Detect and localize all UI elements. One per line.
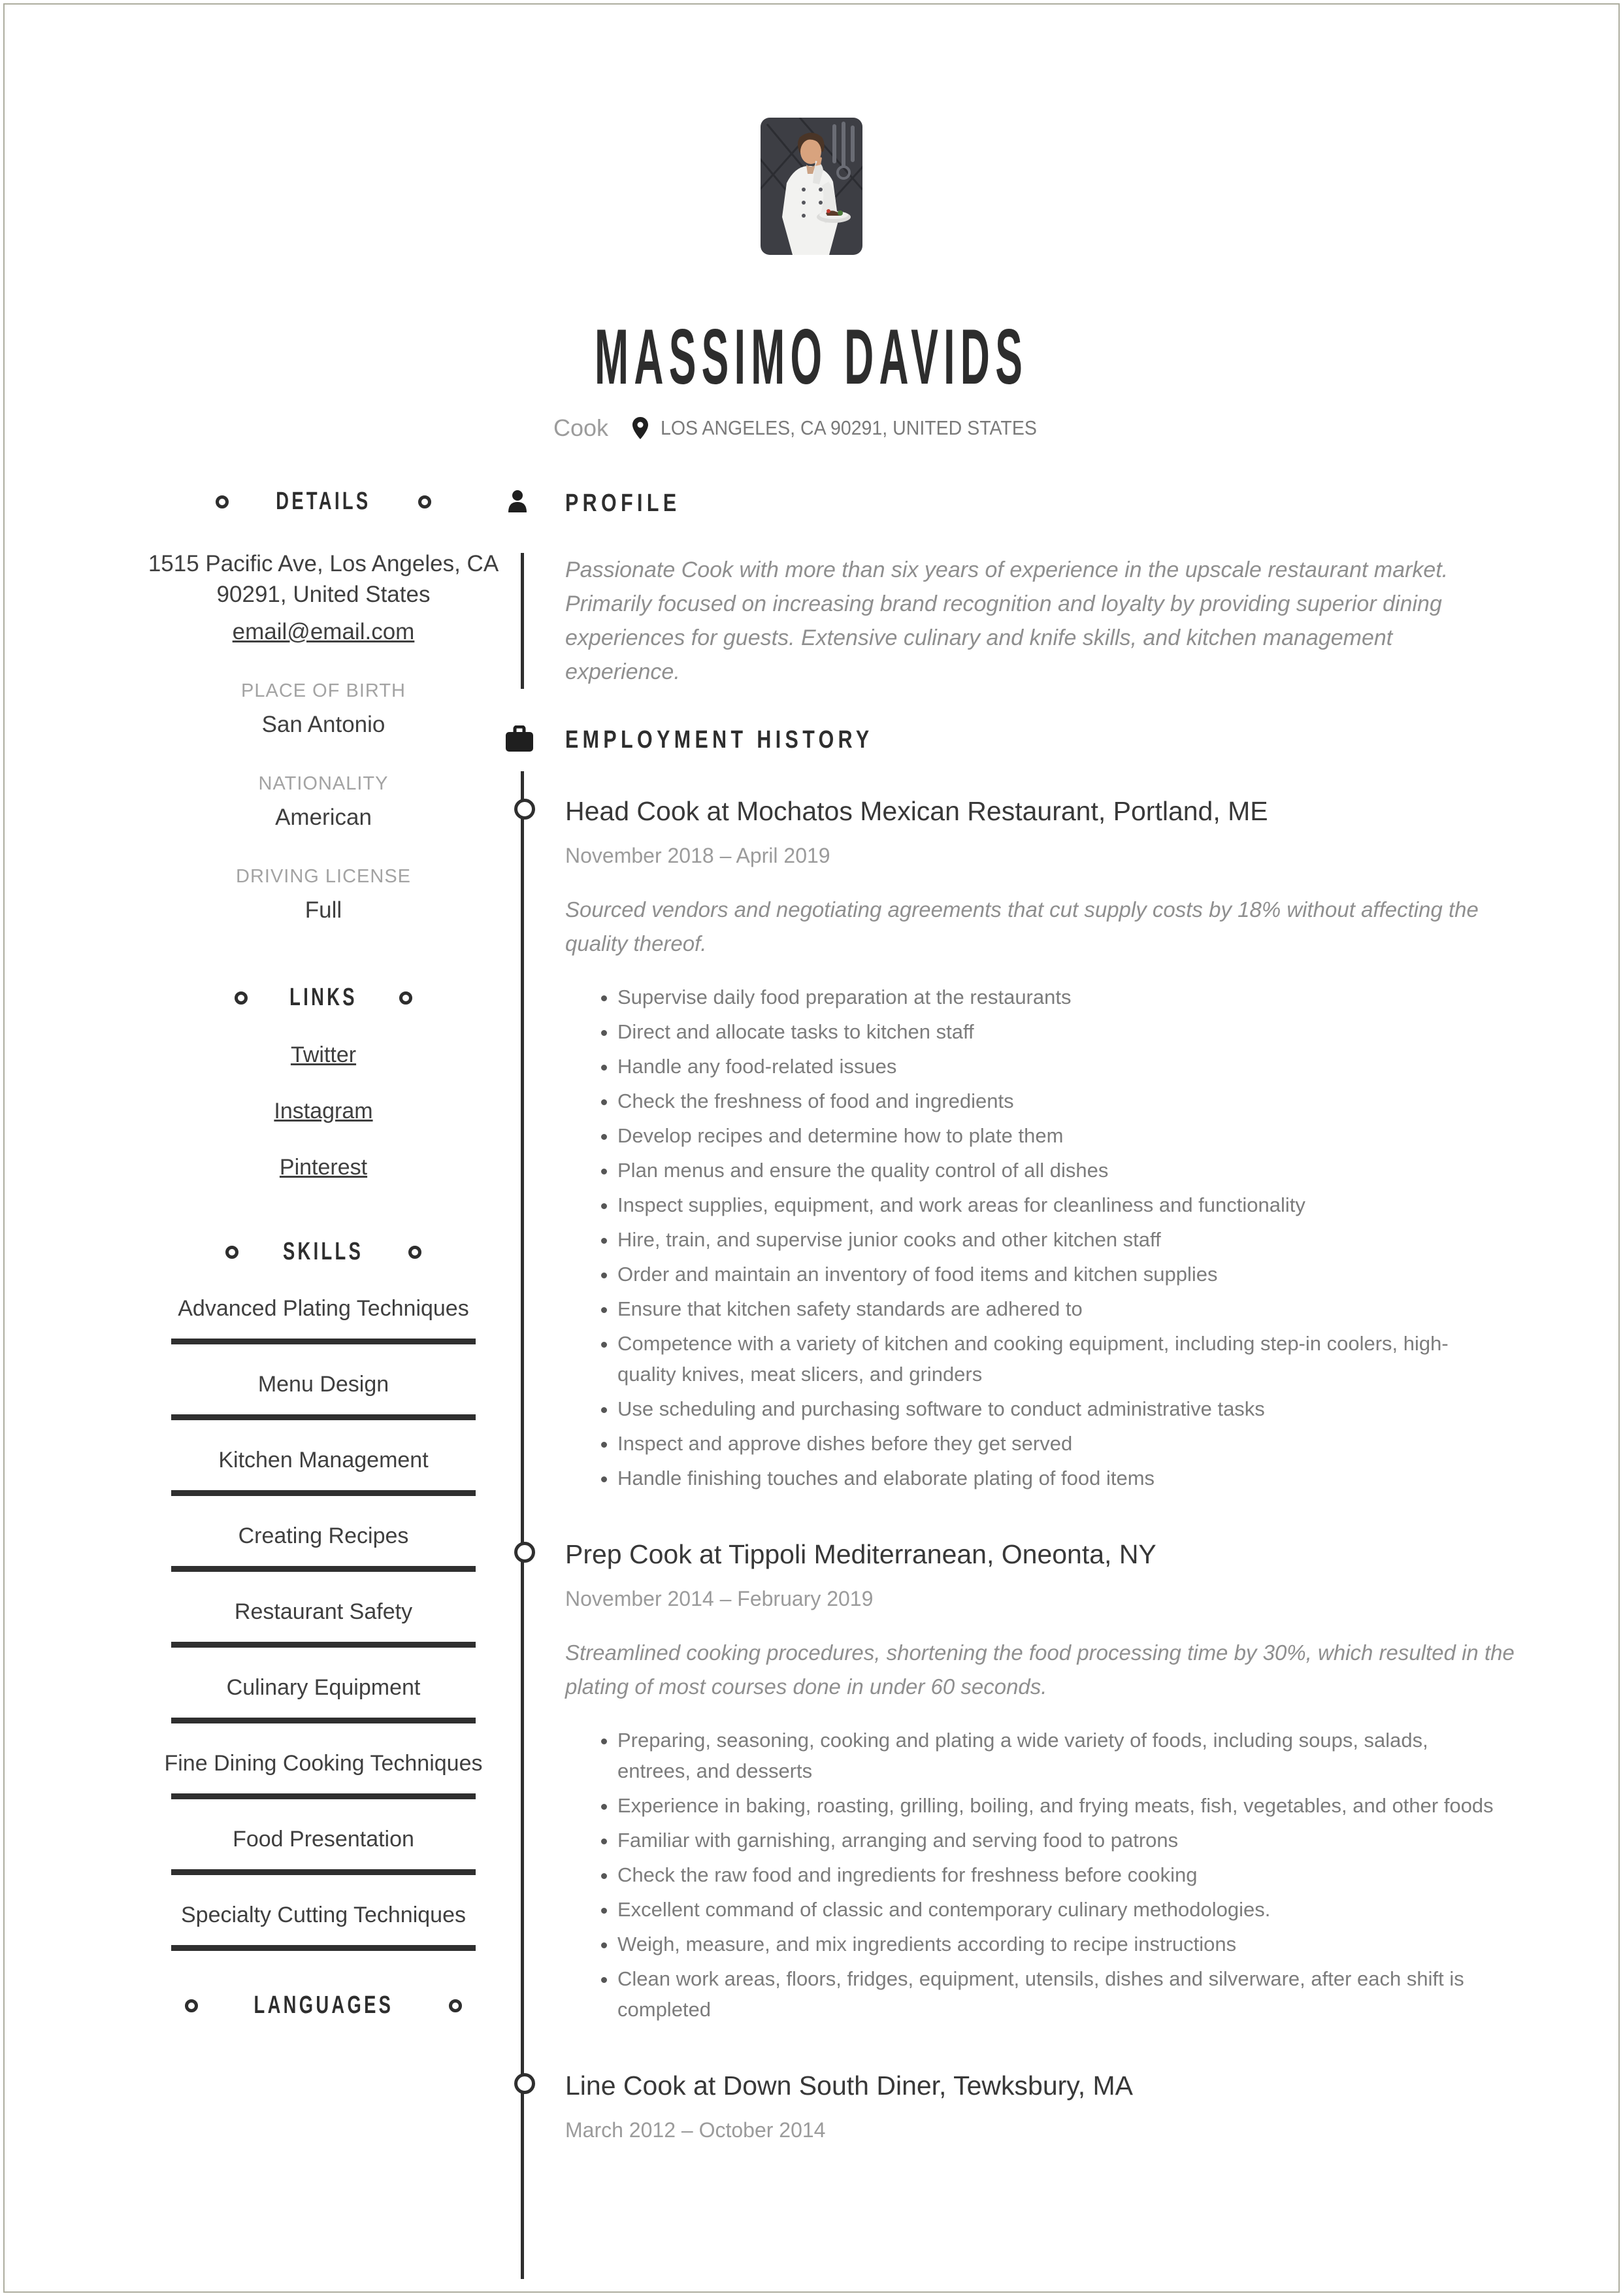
details-section-header <box>147 488 500 516</box>
skill-level-bar <box>171 1339 476 1344</box>
languages-section <box>147 1991 500 2020</box>
skill-label: Kitchen Management <box>218 1448 429 1472</box>
details-title: DETAILS <box>276 488 371 515</box>
ring-icon <box>225 1246 238 1259</box>
ring-icon <box>235 991 248 1005</box>
detail-field-value: Full <box>304 897 342 923</box>
languages-title: LANGUAGES <box>254 1991 393 2019</box>
skill-item <box>147 1448 500 1496</box>
ring-icon <box>418 495 431 508</box>
links-section <box>147 984 500 1180</box>
links-section-header <box>147 984 500 1012</box>
ring-icon <box>449 1999 462 2012</box>
ring-icon <box>399 991 412 1005</box>
job-duty-item: • Use scheduling and purchasing software to conduct administrative tasks <box>617 1393 1506 1424</box>
briefcase-icon <box>505 725 534 756</box>
skill-level-bar <box>171 1869 476 1875</box>
job-duty-item: • Supervise daily food preparation at the restaurants <box>617 982 1506 1012</box>
detail-field-label: DRIVING LICENSE <box>236 866 411 887</box>
skill-level-bar <box>171 1718 476 1723</box>
skill-item <box>147 1675 500 1723</box>
links-title: LINKS <box>289 984 357 1011</box>
skill-item <box>147 1372 500 1420</box>
address-line2: 90291, United States <box>216 582 431 607</box>
job-duty-item: • Ensure that kitchen safety standards are adhered to <box>617 1293 1506 1324</box>
skill-level-bar <box>171 1642 476 1648</box>
skills-section-header <box>147 1238 500 1266</box>
social-link-instagram[interactable]: Instagram <box>274 1099 373 1123</box>
job-entry <box>565 1539 1561 2025</box>
profile-title: PROFILE <box>565 489 681 517</box>
job-duty-item: • Familiar with garnishing, arranging and serving food to patrons <box>617 1825 1506 1855</box>
profile-summary: Passionate Cook with more than six years of experience in the upscale restaurant market. Primarily focused on increasing brand recognition and loyalty by providing superior dining experiences for guests. Extensive culinary and knife skills, and kitchen management experience. <box>521 553 1507 689</box>
job-dates: November 2018 – April 2019 <box>565 844 830 867</box>
detail-field-value: San Antonio <box>261 712 385 737</box>
job-duty-item: • Order and maintain an inventory of food items and kitchen supplies <box>617 1259 1506 1289</box>
job-dates: March 2012 – October 2014 <box>565 2118 826 2142</box>
employment-title: EMPLOYMENT HISTORY <box>565 725 874 754</box>
languages-section-header <box>147 1991 500 2020</box>
skills-section <box>147 1238 500 1951</box>
skill-level-bar <box>171 1490 476 1496</box>
job-entry <box>565 796 1561 1493</box>
skill-level-bar <box>171 1945 476 1951</box>
skill-level-bar <box>171 1414 476 1420</box>
job-duties-list <box>565 982 1506 1493</box>
job-duty-item: • Develop recipes and determine how to plate them <box>617 1120 1506 1151</box>
detail-field-value: American <box>275 805 372 830</box>
location-pin-icon <box>632 416 649 440</box>
job-title: Line Cook at Down South Diner, Tewksbury, MA <box>565 2071 1561 2101</box>
job-dates: November 2014 – February 2019 <box>565 1587 874 1610</box>
ring-icon <box>185 1999 198 2012</box>
skill-item <box>147 1751 500 1799</box>
job-duty-item: • Weigh, measure, and mix ingredients according to recipe instructions <box>617 1929 1506 1959</box>
address <box>147 548 500 610</box>
skill-item <box>147 1599 500 1648</box>
job-duty-item: • Experience in baking, roasting, grilling, boiling, and frying meats, fish, vegetables, and other foods <box>617 1790 1506 1821</box>
skill-item <box>147 1296 500 1344</box>
social-link-twitter[interactable]: Twitter <box>290 1042 357 1067</box>
job-duty-item: • Plan menus and ensure the quality control of all dishes <box>617 1155 1506 1186</box>
address-line1: 1515 Pacific Ave, Los Angeles, CA <box>148 551 499 576</box>
job-duty-item: • Handle any food-related issues <box>617 1051 1506 1082</box>
job-duty-item: • Check the raw food and ingredients for freshness before cooking <box>617 1859 1506 1890</box>
job-duty-item: • Excellent command of classic and contemporary culinary methodologies. <box>617 1894 1506 1925</box>
job-summary: Streamlined cooking procedures, shortening the food processing time by 30%, which resulted in the plating of most courses done in under 60 seconds. <box>565 1640 1515 1699</box>
job-role: Cook <box>553 414 609 441</box>
social-link-pinterest[interactable]: Pinterest <box>279 1155 368 1180</box>
skill-label: Advanced Plating Techniques <box>178 1296 469 1321</box>
job-duty-item: • Preparing, seasoning, cooking and plating a wide variety of foods, including soups, salads, entrees, and desserts <box>617 1725 1506 1786</box>
person-icon <box>505 489 530 517</box>
skill-item <box>147 1827 500 1875</box>
job-duty-item: • Hire, train, and supervise junior cooks and other kitchen staff <box>617 1224 1506 1255</box>
skill-label: Food Presentation <box>233 1827 414 1852</box>
job-title: Prep Cook at Tippoli Mediterranean, Oneonta, NY <box>565 1539 1561 1570</box>
skill-item <box>147 1523 500 1572</box>
detail-field-label: PLACE OF BIRTH <box>241 680 406 701</box>
job-duty-item: • Inspect and approve dishes before they get served <box>617 1428 1506 1459</box>
profile-section-header <box>565 488 1561 519</box>
job-title: Head Cook at Mochatos Mexican Restaurant, Portland, ME <box>565 796 1561 827</box>
skill-label: Specialty Cutting Techniques <box>181 1903 466 1927</box>
job-duty-item: • Handle finishing touches and elaborate plating of food items <box>617 1463 1506 1493</box>
page-title: MASSIMO DAVIDS <box>595 313 1028 401</box>
ring-icon <box>408 1246 421 1259</box>
skill-label: Menu Design <box>257 1372 389 1397</box>
job-duties-list <box>565 1725 1506 2025</box>
sidebar <box>147 488 500 2142</box>
detail-field-label: NATIONALITY <box>258 773 389 794</box>
job-duty-item: • Clean work areas, floors, fridges, equipment, utensils, dishes and silverware, after each shift is completed <box>617 1963 1506 2025</box>
skill-label: Fine Dining Cooking Techniques <box>164 1751 483 1776</box>
skill-level-bar <box>171 1566 476 1572</box>
skill-label: Restaurant Safety <box>234 1599 413 1624</box>
skills-title: SKILLS <box>283 1238 364 1265</box>
job-summary: Sourced vendors and negotiating agreements that cut supply costs by 18% without affecting the quality thereof. <box>565 897 1479 956</box>
job-duty-item: • Inspect supplies, equipment, and work areas for cleanliness and functionality <box>617 1190 1506 1220</box>
skill-label: Culinary Equipment <box>226 1675 421 1700</box>
location-text: LOS ANGELES, CA 90291, UNITED STATES <box>661 416 1037 439</box>
job-duty-item: • Check the freshness of food and ingredients <box>617 1086 1506 1116</box>
email-link[interactable]: email@email.com <box>232 619 415 644</box>
profile-photo <box>761 118 862 255</box>
ring-icon <box>216 495 229 508</box>
skill-label: Creating Recipes <box>238 1523 409 1548</box>
job-entry <box>565 2071 1561 2142</box>
job-duty-item: • Direct and allocate tasks to kitchen staff <box>617 1016 1506 1047</box>
main-column <box>500 488 1561 2142</box>
job-duty-item: • Competence with a variety of kitchen and cooking equipment, including step-in coolers, high-quality knives, meat slicers, and grinders <box>617 1328 1506 1389</box>
skill-item <box>147 1903 500 1951</box>
skill-level-bar <box>171 1793 476 1799</box>
detail-fields <box>147 680 500 923</box>
chef-photo-illustration <box>761 118 862 255</box>
employment-section-header <box>565 724 1561 756</box>
